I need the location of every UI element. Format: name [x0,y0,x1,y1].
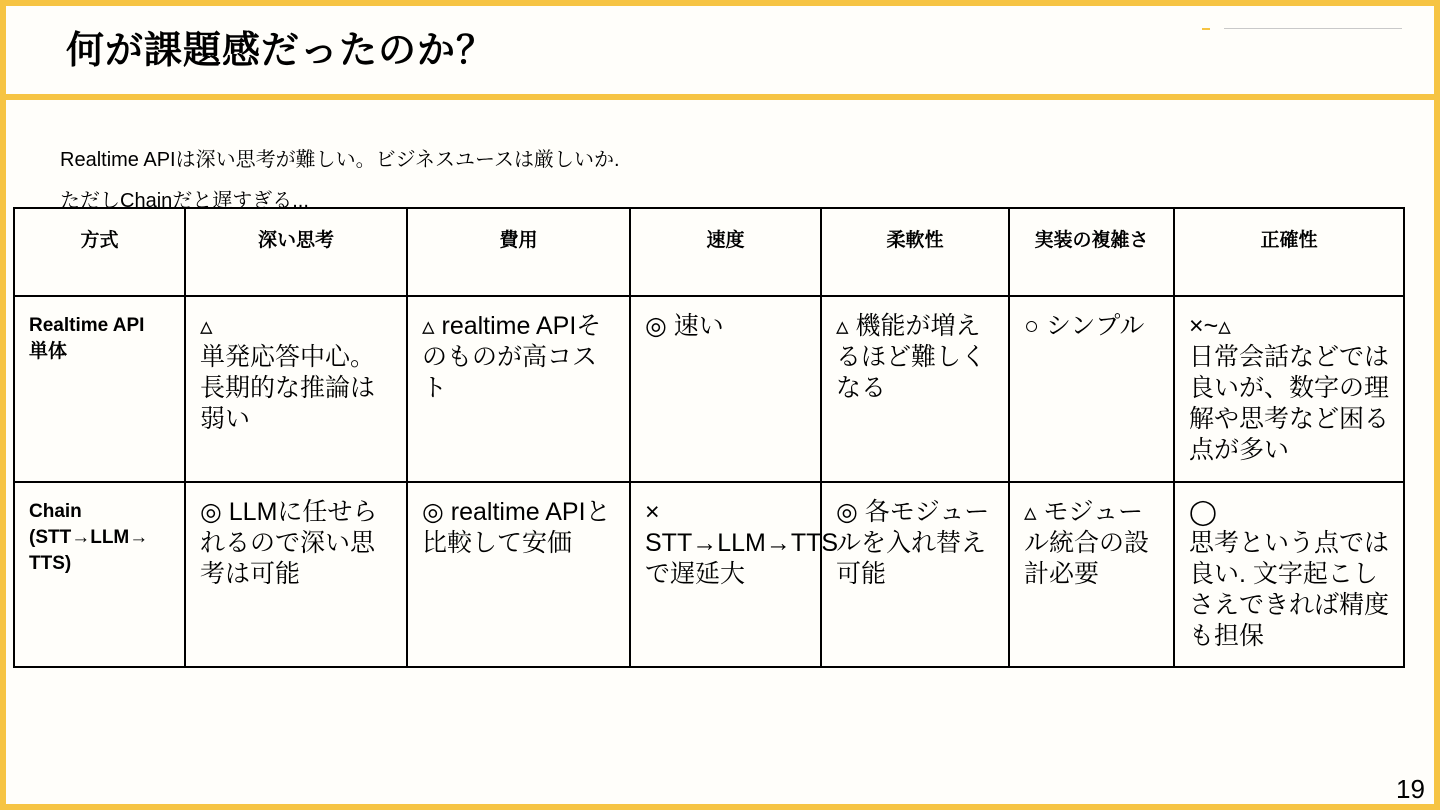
row-method: Chain (STT→LLM→ TTS) [14,482,185,667]
table-header-row [14,208,1404,296]
intro-line-1: Realtime APIは深い思考が難しい。ビジネスユースは厳しいか. [60,149,620,171]
header-method: 方式 [14,208,185,296]
table-cell: ▵ モジュール統合の設計必要 [1009,482,1174,667]
table-cell: ◎ realtime APIと比較して安価 [407,482,630,667]
header-cost: 費用 [407,208,630,296]
table-row [14,482,1404,667]
decorative-dash [1202,28,1210,30]
header-complexity: 実装の複雑さ [1009,208,1174,296]
table-cell: ▵ 機能が増えるほど難しくなる [821,296,1009,482]
table-cell: ×~▵ 日常会話などでは良いが、数字の理解や思考など困る点が多い [1174,296,1404,482]
page-number: 19 [1396,774,1425,804]
table-cell: ▵ 単発応答中心。長期的な推論は弱い [185,296,407,482]
comparison-table [13,207,1405,668]
decorative-line [1224,28,1402,29]
header-accuracy: 正確性 [1174,208,1404,296]
header-speed: 速度 [630,208,821,296]
table-cell: ◎ 各モジュールを入れ替え可能 [821,482,1009,667]
intro-line-2: ただしChainだと遅すぎる... [60,190,309,212]
table-cell: ◎ 速い [630,296,821,482]
table-cell: × STT→LLM→TTSで遅延大 [630,482,821,667]
table-cell: ◯ 思考という点では良い. 文字起こしさえできれば精度も担保 [1174,482,1404,667]
title-bar [6,6,1434,100]
header-flexibility: 柔軟性 [821,208,1009,296]
table-cell: ◎ LLMに任せられるので深い思考は可能 [185,482,407,667]
row-method: Realtime API 単体 [14,296,185,482]
header-deep-thinking: 深い思考 [185,208,407,296]
table-cell: ○ シンプル [1009,296,1174,482]
slide-title: 何が課題感だったのか？ [66,30,496,72]
table-cell: ▵ realtime APIそのものが高コスト [407,296,630,482]
table-row [14,296,1404,482]
